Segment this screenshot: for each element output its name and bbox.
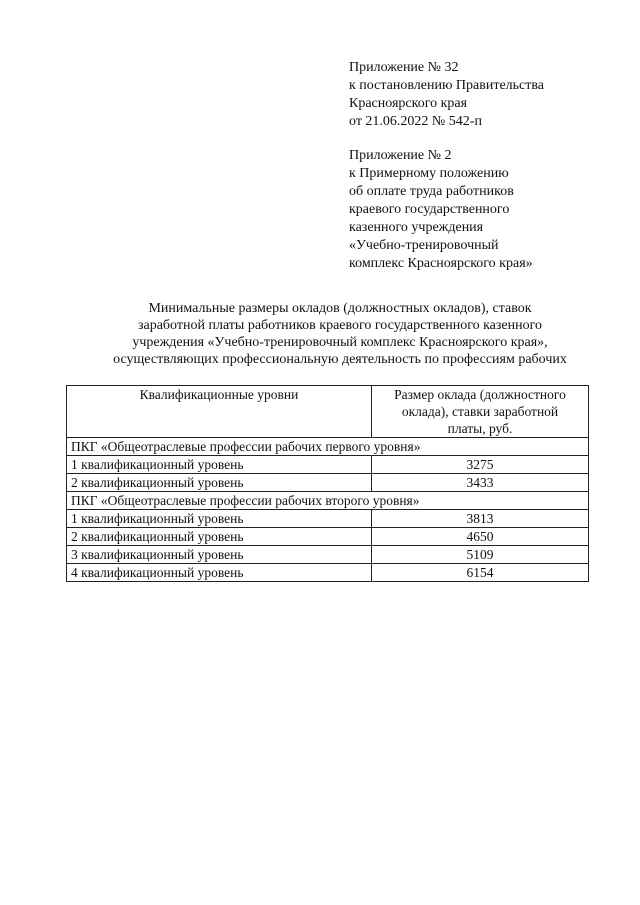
annex-secondary-line: комплекс Красноярского края»	[349, 256, 533, 271]
salary-cell: 6154	[372, 564, 589, 582]
header-salary-line: платы, руб.	[447, 421, 513, 436]
annex-secondary-line: «Учебно-тренировочный	[349, 238, 499, 253]
header-salary-line: Размер оклада (должностного	[394, 387, 566, 402]
annex-main-line: Красноярского края	[349, 96, 468, 111]
table-row	[67, 510, 589, 528]
heading-line: осуществляющих профессиональную деятельность по профессиям рабочих	[113, 352, 567, 367]
level-cell: 2 квалификационный уровень	[67, 528, 372, 546]
level-cell: 4 квалификационный уровень	[67, 564, 372, 582]
header-salary-line: оклада), ставки заработной	[401, 404, 559, 419]
group-row	[67, 438, 589, 456]
level-cell: 1 квалификационный уровень	[67, 510, 372, 528]
group-title: ПКГ «Общеотраслевые профессии рабочих первого уровня»	[67, 438, 589, 456]
table-header-row	[67, 386, 589, 438]
group-row	[67, 492, 589, 510]
annex-main-block	[349, 59, 589, 131]
table-row	[67, 474, 589, 492]
salary-cell: 4650	[372, 528, 589, 546]
heading-line: Минимальные размеры окладов (должностных окладов), ставок	[148, 301, 532, 316]
annex-secondary-block	[349, 147, 589, 273]
heading-line: заработной платы работников краевого государственного казенного	[137, 318, 543, 333]
salary-cell: 3813	[372, 510, 589, 528]
level-cell: 2 квалификационный уровень	[67, 474, 372, 492]
salary-cell: 5109	[372, 546, 589, 564]
annex-secondary-line: Приложение № 2	[349, 148, 452, 163]
level-cell: 3 квалификационный уровень	[67, 546, 372, 564]
annex-secondary-line: краевого государственного	[349, 202, 510, 217]
table-row	[67, 546, 589, 564]
salary-table	[66, 385, 589, 582]
table-row	[67, 528, 589, 546]
annex-main-line: Приложение № 32	[349, 60, 459, 75]
annex-secondary-line: об оплате труда работников	[349, 184, 514, 199]
annex-secondary-line: к Примерному положению	[349, 166, 509, 181]
salary-cell: 3433	[372, 474, 589, 492]
header-qualification-levels: Квалификационные уровни	[67, 386, 372, 438]
annex-secondary-line: казенного учреждения	[349, 220, 484, 235]
document-heading	[60, 300, 620, 368]
salary-cell: 3275	[372, 456, 589, 474]
group-title: ПКГ «Общеотраслевые профессии рабочих второго уровня»	[67, 492, 589, 510]
table-row	[67, 456, 589, 474]
annex-main-line: к постановлению Правительства	[349, 78, 545, 93]
header-salary-size	[372, 386, 589, 438]
table-row	[67, 564, 589, 582]
level-cell: 1 квалификационный уровень	[67, 456, 372, 474]
annex-main-line: от 21.06.2022 № 542-п	[349, 114, 482, 129]
heading-line: учреждения «Учебно-тренировочный комплекс Красноярского края»,	[132, 335, 548, 350]
